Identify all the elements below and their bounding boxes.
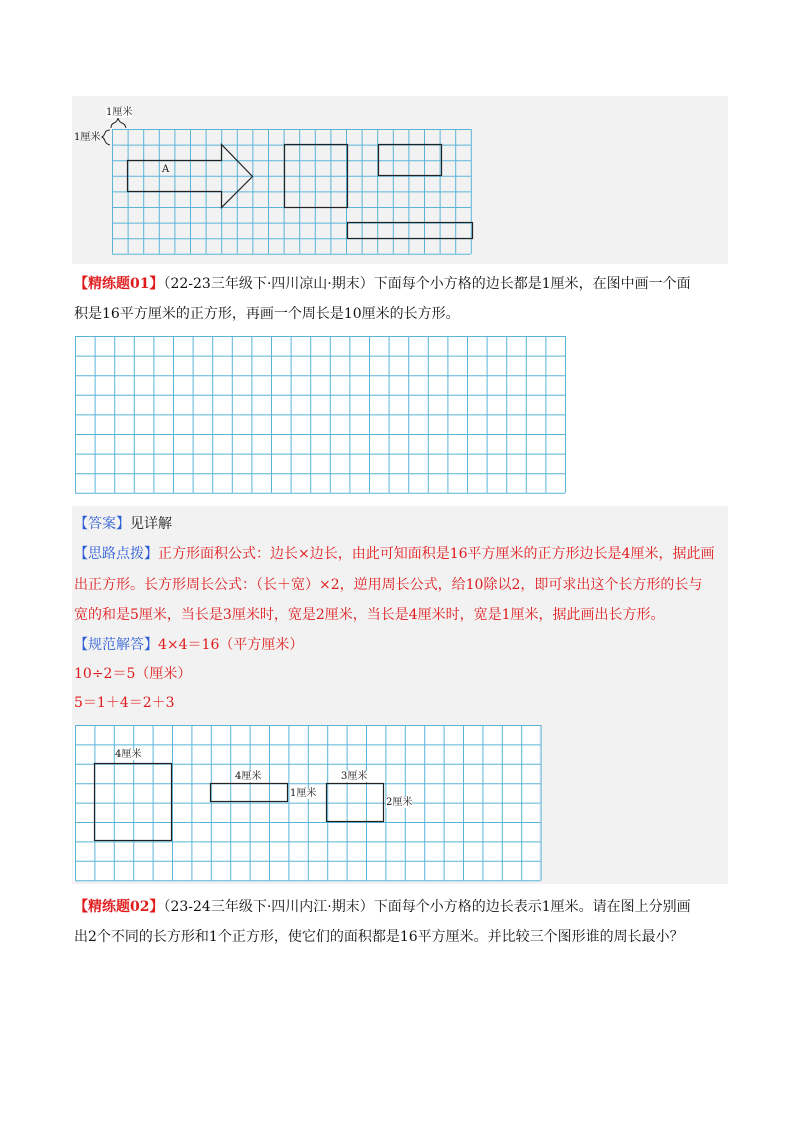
- hint-text1: 正方形面积公式：边长×边长，由此可知面积是16平方厘米的正方形边长是4厘米，据此画: [158, 546, 715, 562]
- solution-line3: 5＝1＋4＝2＋3: [74, 695, 175, 711]
- rect2-length-label: 3厘米: [341, 771, 368, 782]
- answer-label: 【答案】: [74, 516, 130, 532]
- shape-a-label: A: [162, 164, 170, 175]
- exercise02-line1: [74, 898, 691, 916]
- solution-text1: 4×4＝16（平方厘米）: [158, 637, 304, 653]
- exercise02-line2: 出2个不同的长方形和1个正方形，使它们的面积都是16平方厘米。并比较三个图形谁的周长最小？: [74, 929, 684, 945]
- exercise02-tag: 【精练题02】: [74, 899, 164, 915]
- rect1-width-label: 1厘米: [290, 788, 317, 799]
- hint-label: 【思路点拨】: [74, 546, 158, 562]
- exercise01-line2: 积是16平方厘米的正方形，再画一个周长是10厘米的长方形。: [74, 306, 460, 322]
- unit-label-left: 1厘米: [74, 132, 101, 143]
- solution-label: 【规范解答】: [74, 637, 158, 653]
- exercise01-source: （22-23三年级下·四川凉山·期末）: [163, 276, 374, 292]
- rect1-length-label: 4厘米: [235, 771, 262, 782]
- exercise02-text: 下面每个小方格的边长表示1厘米。请在图上分别画: [373, 899, 691, 915]
- exercise02-source: （23-24三年级下·四川内江·期末）: [163, 899, 374, 915]
- hint-line2: 出正方形。长方形周长公式：（长＋宽）×2，逆用周长公式，给10除以2，即可求出这个长方形的长与: [74, 577, 703, 593]
- solution-line2: 10÷2＝5（厘米）: [74, 666, 192, 682]
- square-side-label: 4厘米: [115, 749, 142, 760]
- unit-label-top: 1厘米: [106, 107, 133, 118]
- hint-line3: 宽的和是5厘米，当长是3厘米时，宽是2厘米，当长是4厘米时，宽是1厘米，据此画出长方形。: [74, 607, 665, 623]
- answer-text: 见详解: [130, 516, 172, 532]
- exercise01-text: 下面每个小方格的边长都是1厘米，在图中画一个面: [373, 276, 691, 292]
- rect2-width-label: 2厘米: [386, 797, 413, 808]
- exercise01-tag: 【精练题01】: [74, 276, 164, 292]
